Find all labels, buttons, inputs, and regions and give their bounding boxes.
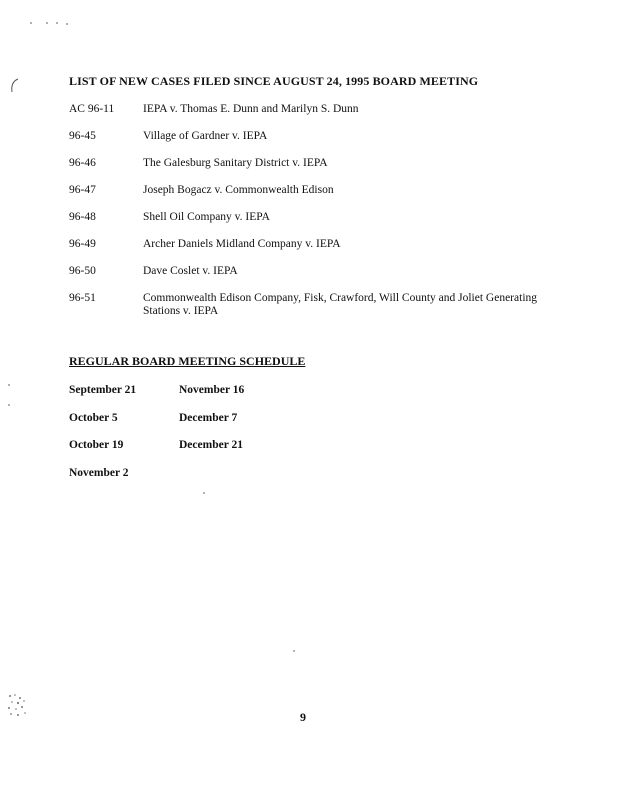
case-row	[69, 292, 539, 318]
scan-speck	[8, 384, 10, 386]
margin-mark	[10, 78, 20, 94]
case-number: 96-51	[69, 292, 96, 304]
schedule-row	[69, 412, 244, 440]
new-cases-heading: LIST OF NEW CASES FILED SINCE AUGUST 24, 1995 BOARD MEETING	[69, 74, 479, 88]
case-title: Joseph Bogacz v. Commonwealth Edison	[143, 184, 334, 196]
schedule-row	[69, 384, 244, 412]
case-row	[69, 211, 539, 224]
case-title: The Galesburg Sanitary District v. IEPA	[143, 157, 328, 169]
case-title: Commonwealth Edison Company, Fisk, Crawford, Will County and Joliet Generating Stations v. IEPA	[143, 292, 538, 317]
case-list	[69, 103, 539, 318]
meeting-schedule	[69, 384, 244, 494]
case-row	[69, 157, 539, 170]
case-row	[69, 130, 539, 143]
case-row	[69, 103, 539, 116]
page-number: 9	[300, 710, 306, 724]
scan-speck	[56, 22, 58, 24]
case-number: 96-50	[69, 265, 96, 277]
case-row	[69, 238, 539, 251]
scan-speck	[66, 23, 68, 25]
meeting-date: November 2	[69, 466, 129, 479]
scan-speck	[46, 22, 48, 24]
case-title: Archer Daniels Midland Company v. IEPA	[143, 238, 341, 250]
scan-speck	[30, 22, 32, 24]
schedule-row	[69, 467, 244, 495]
schedule-heading: REGULAR BOARD MEETING SCHEDULE	[69, 354, 306, 368]
case-title: Shell Oil Company v. IEPA	[143, 211, 270, 223]
scan-noise	[6, 692, 30, 720]
schedule-row	[69, 439, 244, 467]
case-number: 96-45	[69, 130, 96, 142]
meeting-date: December 21	[179, 439, 243, 451]
case-title: IEPA v. Thomas E. Dunn and Marilyn S. Dunn	[143, 103, 359, 115]
meeting-date: September 21	[69, 384, 137, 396]
meeting-date: October 19	[69, 439, 124, 451]
scan-speck	[293, 650, 295, 652]
case-number: AC 96-11	[69, 103, 115, 115]
case-row	[69, 265, 539, 278]
case-title: Dave Coslet v. IEPA	[143, 265, 238, 277]
meeting-date: December 7	[179, 411, 238, 424]
scan-speck	[8, 404, 10, 406]
case-number: 96-47	[69, 184, 96, 196]
case-row	[69, 184, 539, 197]
meeting-date: October 5	[69, 411, 118, 424]
case-number: 96-48	[69, 211, 96, 223]
case-number: 96-49	[69, 238, 96, 250]
meeting-date: November 16	[179, 384, 245, 396]
case-title: Village of Gardner v. IEPA	[143, 130, 268, 142]
case-number: 96-46	[69, 157, 96, 169]
